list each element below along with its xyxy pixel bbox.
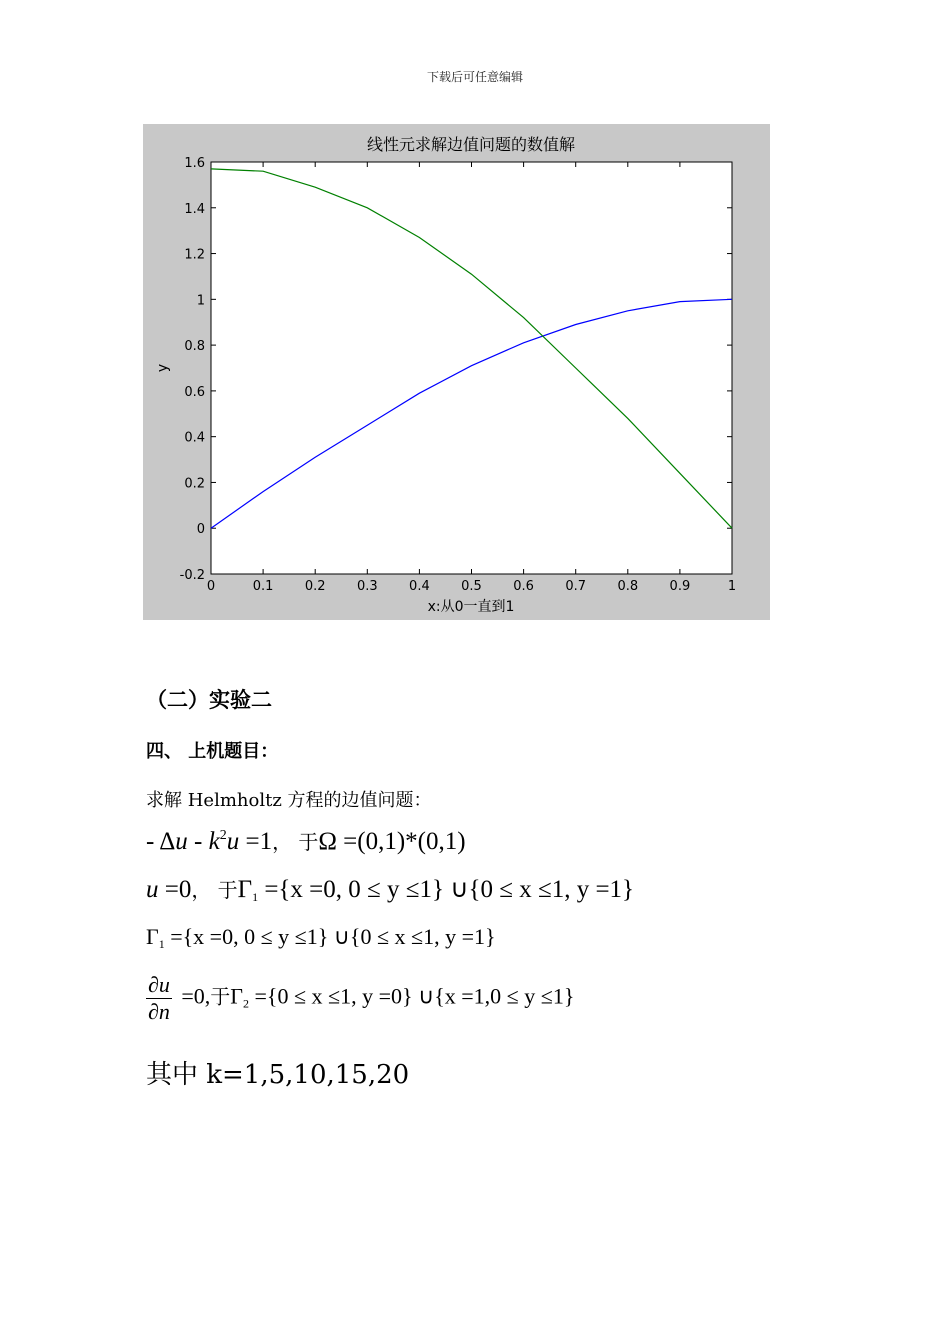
x-tick-label: 0.2 [304,579,326,594]
eq1-comma: ， [272,830,293,854]
normal-derivative-fraction [146,972,172,1025]
eq1-rhs: =1 [239,828,273,855]
equation-dirichlet [146,874,634,905]
eq2-set: ={x =0, 0 ≤ y ≤1} ∪{0 ≤ x ≤1, y =1} [258,876,635,903]
eq3-gamma: Γ [146,924,159,949]
y-tick-label: -0.2 [179,568,205,583]
chart-figure [143,124,770,620]
y-tick-label: 0.6 [184,384,205,400]
eq2-gamma: Γ [237,876,253,903]
line-chart [143,124,770,620]
y-tick-label: 1 [196,293,205,309]
equation-helmholtz [146,826,466,856]
x-tick-label: 1 [727,579,737,594]
section-heading: （二）实验二 [146,688,272,712]
problem-intro: 求解 Helmholtz 方程的边值问题： [146,790,432,811]
x-tick-label: 0.8 [617,579,639,594]
x-tick-label: 0.7 [565,579,587,594]
eq1-yu: 于 [298,830,319,854]
eq2-sub: 1 [252,890,259,904]
x-tick-label: 0.3 [356,579,378,594]
x-tick-label: 0 [206,579,216,594]
eq1-u2: u [226,828,240,855]
eq4-yu: 于 [210,984,231,1009]
eq1-u: u [175,828,188,855]
chart-title: 线性元求解边值问题的数值解 [366,135,576,154]
x-tick-label: 0.4 [409,579,430,594]
eq4-set: ={0 ≤ x ≤1, y =0} ∪{x =1,0 ≤ y ≤1} [249,983,575,1009]
fraction-numerator: ∂u [148,972,170,997]
eq4-sub: 2 [243,996,250,1011]
eq3-sub: 1 [158,937,165,951]
eq2-rhs: =0 [158,876,192,903]
fraction-denominator: ∂n [148,999,170,1024]
y-tick-label: 0 [196,522,205,538]
x-tick-label: 0.1 [252,579,274,594]
eq1-mid: - [187,828,209,855]
eq4-gamma: Γ [230,983,244,1009]
x-axis-label: x:从0一直到1 [427,599,515,615]
plot-area [211,162,732,574]
x-tick-label: 0.5 [461,579,482,594]
eq2-comma: ， [191,878,212,902]
eq4-rhs: =0, [175,983,211,1009]
y-tick-label: 0.2 [184,476,205,492]
eq1-exp: 2 [219,828,227,843]
subheading: 四、 上机题目： [146,741,279,762]
header-note: 下载后可任意编辑 [426,70,523,84]
eq1-k: k [208,828,220,855]
equation-neumann [146,972,574,1025]
y-tick-label: 0.4 [184,430,205,446]
eq3-set: ={x =0, 0 ≤ y ≤1} ∪{0 ≤ x ≤1, y =1} [164,924,496,949]
y-tick-label: 1.6 [184,156,205,171]
eq1-lhs: - Δ [146,828,176,855]
y-tick-label: 1.4 [184,201,205,217]
y-tick-label: 1.2 [184,247,205,263]
y-axis-label: y [155,363,171,373]
x-tick-label: 0.6 [513,579,534,594]
eq2-yu: 于 [217,878,238,902]
y-tick-label: 0.8 [184,339,205,355]
eq2-u: u [146,876,159,903]
eq1-domain: Ω =(0,1)*(0,1) [318,828,466,855]
x-tick-label: 0.9 [669,579,691,594]
k-values-line: 其中 k=1,5,10,15,20 [146,1060,410,1090]
equation-gamma1 [146,924,496,952]
